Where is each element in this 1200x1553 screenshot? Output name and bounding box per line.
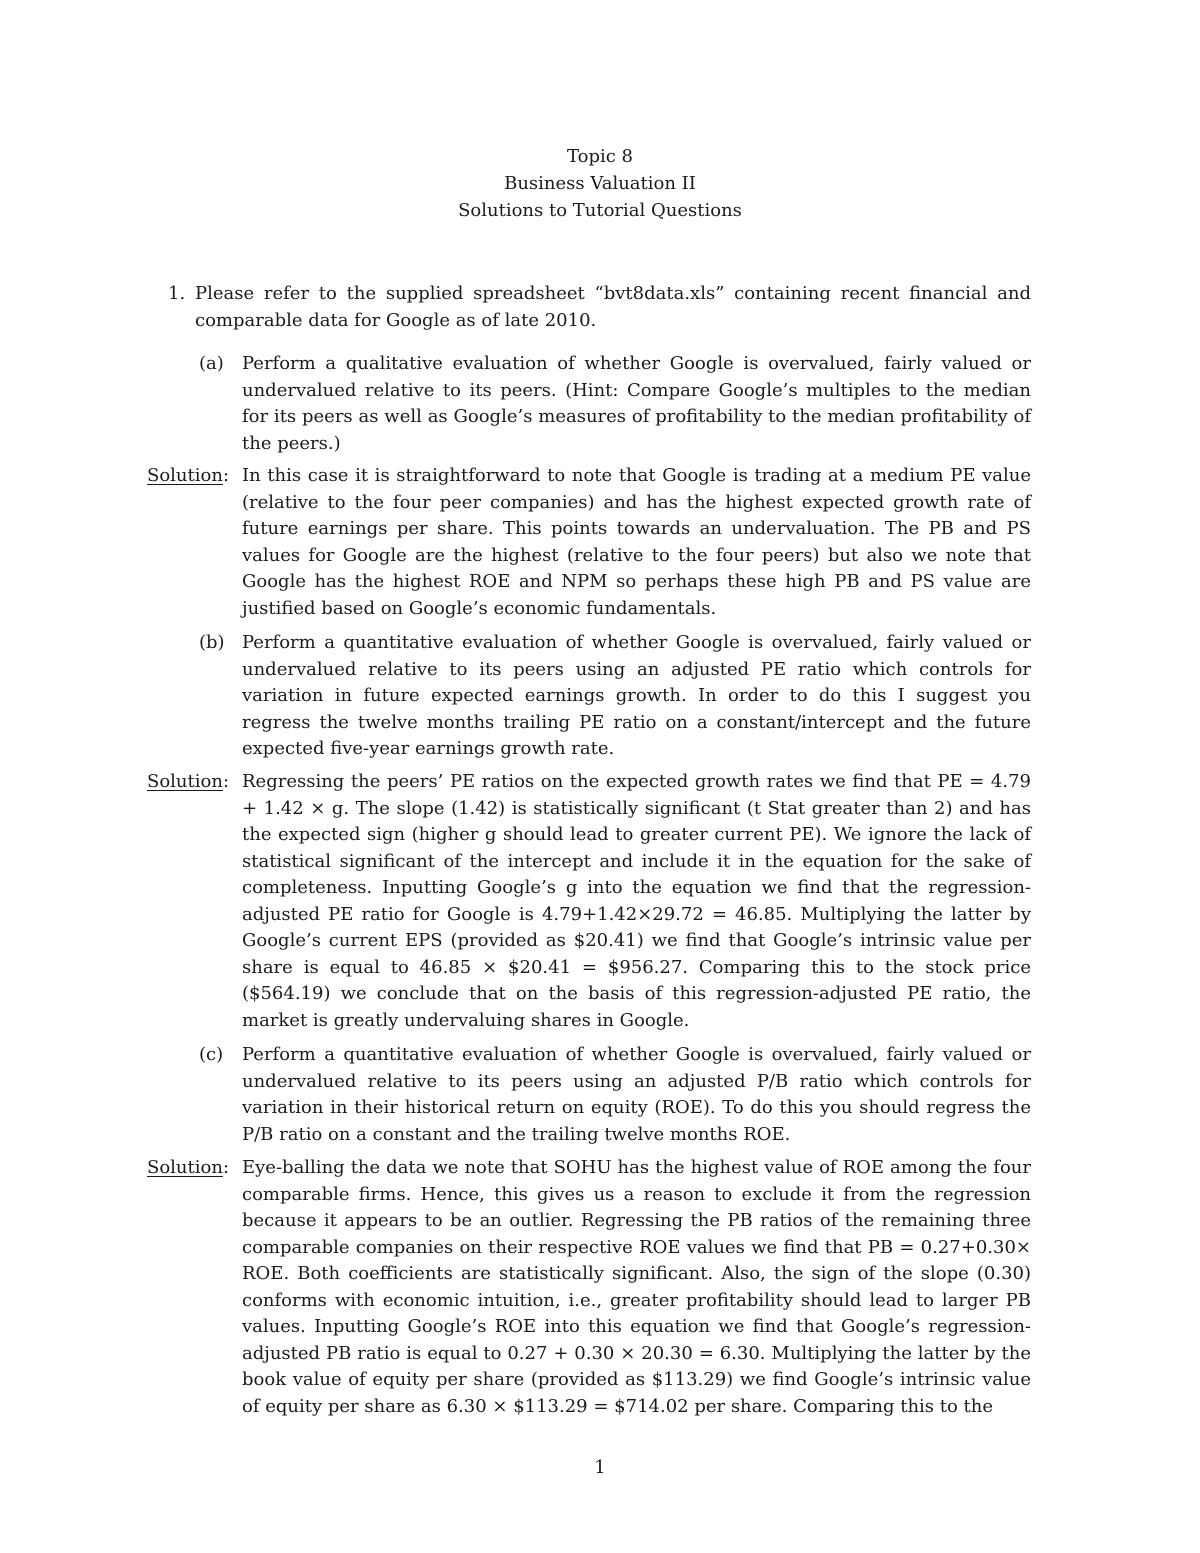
solution-b-text: Regressing the peers’ PE ratios on the expected growth rates we find that PE = 4.79 + 1.42 × g. The slope (1.42) is statistically significant (t Stat greater than 2) and has the expected sign (higher g should lead to greater current PE). We ignore the lack of statistical significant of the intercept and include it in the equation for the sake of completeness. Inputting Google’s g into the equation we find that the regression-adjusted PE ratio for Google is 4.79+1.42×29.72 = 46.85. Multiplying the latter by Google’s current EPS (provided as $20.41) we find that Google’s intrinsic value per share is equal to 46.85 × $20.41 = $956.27. Comparing this to the stock price ($564.19) we conclude that on the basis of this regression-adjusted PE ratio, the market is greatly undervaluing shares in Google.	[242, 771, 1031, 1031]
solution-b-label-text: Solution	[147, 771, 223, 792]
course-subtitle: Business Valuation II	[504, 173, 696, 194]
document-header	[0, 143, 1200, 224]
part-a-text: Perform a qualitative evaluation of whether Google is overvalued, fairly valued or undervalued relative to its peers. (Hint: Compare Google’s multiples to the median for its peers as well as Google’s measures of profitability to the median profitability of the peers.)	[242, 353, 1031, 454]
question-text: Please refer to the supplied spreadsheet “bvt8data.xls” containing recent financial and comparable data for Google as of late 2010.	[195, 283, 1031, 331]
solution-a-text: In this case it is straightforward to note that Google is trading at a medium PE value (relative to the four peer companies) and has the highest expected growth rate of future earnings per share. This points towards an undervaluation. The PB and PS values for Google are the highest (relative to the four peers) but also we note that Google has the highest ROE and NPM so perhaps these high PB and PS value are justified based on Google’s economic fundamentals.	[242, 465, 1031, 619]
solution-c-label-text: Solution	[147, 1157, 223, 1178]
part-b-label: (b)	[199, 632, 225, 653]
topic-title: Topic 8	[567, 146, 633, 167]
solution-c-text: Eye-balling the data we note that SOHU has the highest value of ROE among the four comparable firms. Hence, this gives us a reason to exclude it from the regression because it appears to be an outlier. Regressing the PB ratios of the remaining three comparable companies on their respective ROE values we find that PB = 0.27+0.30× ROE. Both coefficients are statistically significant. Also, the sign of the slope (0.30) conforms with economic intuition, i.e., greater profitability should lead to larger PB values. Inputting Google’s ROE into this equation we find that Google’s regression-adjusted PB ratio is equal to 0.27 + 0.30 × 20.30 = 6.30. Multiplying the latter by the book value of equity per share (provided as $113.29) we find Google’s intrinsic value of equity per share as 6.30 × $113.29 = $714.02 per share. Comparing this to the	[242, 1157, 1031, 1417]
question-number: 1.	[168, 283, 186, 304]
solution-a-label: Solution:	[147, 465, 230, 486]
solution-a-label-text: Solution	[147, 465, 223, 486]
part-c-text: Perform a quantitative evaluation of whether Google is overvalued, fairly valued or undervalued relative to its peers using an adjusted P/B ratio which controls for variation in their historical return on equity (ROE). To do this you should regress the P/B ratio on a constant and the trailing twelve months ROE.	[242, 1044, 1031, 1145]
document-subtitle: Solutions to Tutorial Questions	[458, 200, 742, 221]
part-c-label: (c)	[199, 1044, 224, 1065]
solution-c-label: Solution:	[147, 1157, 230, 1178]
part-a-label: (a)	[199, 353, 224, 374]
part-b-text: Perform a quantitative evaluation of whether Google is overvalued, fairly valued or undervalued relative to its peers using an adjusted PE ratio which controls for variation in future expected earnings growth. In order to do this I suggest you regress the twelve months trailing PE ratio on a constant/intercept and the future expected five-year earnings growth rate.	[242, 632, 1031, 759]
page-number: 1	[594, 1457, 606, 1478]
solution-b-label: Solution:	[147, 771, 230, 792]
